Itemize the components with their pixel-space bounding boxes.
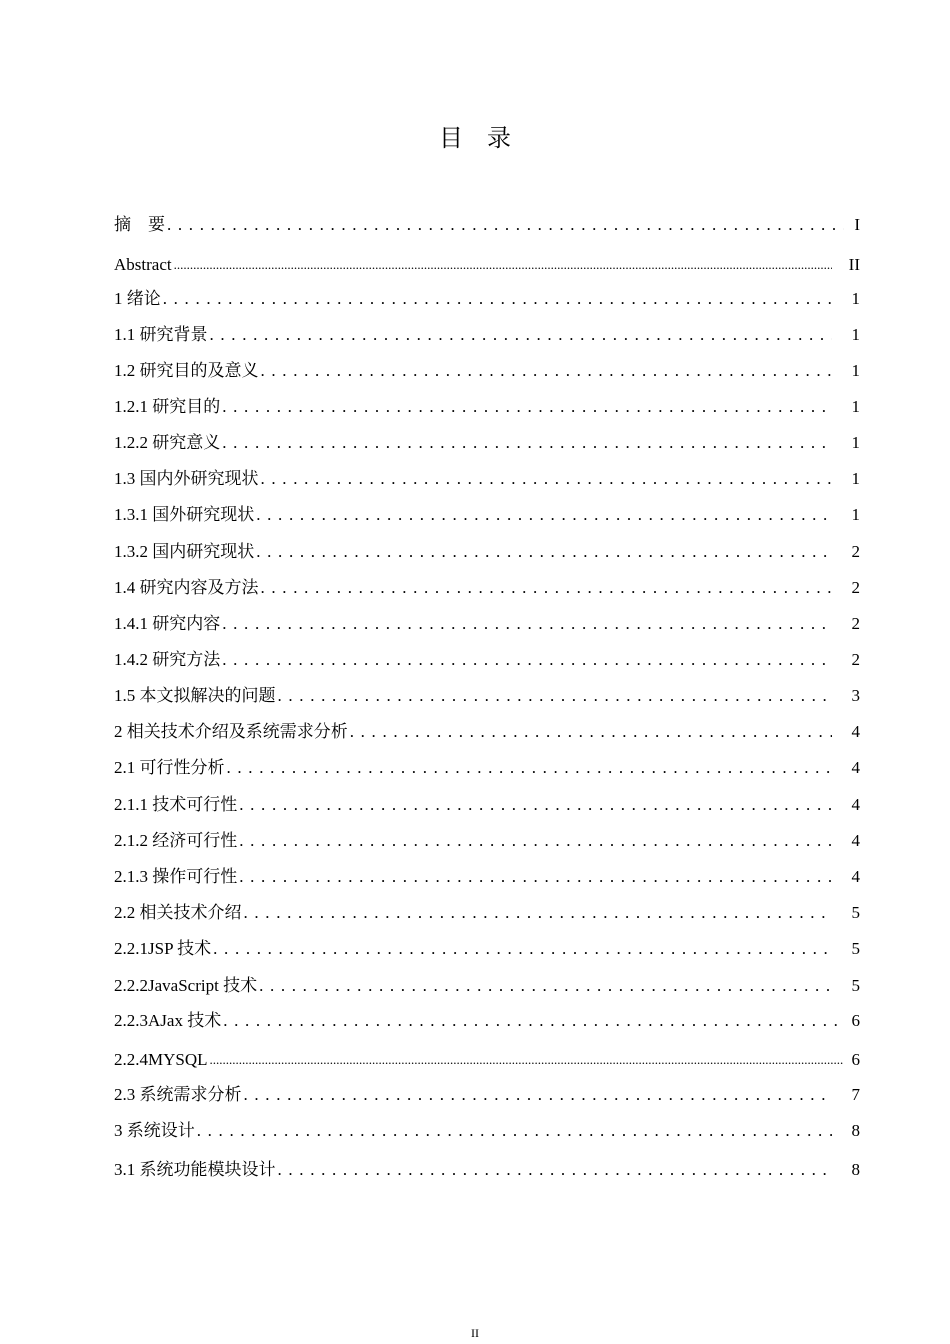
toc-entry[interactable]	[114, 830, 860, 852]
toc-label: 1.3.1 国外研究现状	[114, 505, 255, 524]
toc-label: 1.2 研究目的及意义	[114, 361, 259, 380]
toc-page-number: 1	[851, 469, 860, 488]
toc-leader-dots	[167, 214, 844, 236]
toc-label: 1.3.2 国内研究现状	[114, 542, 255, 561]
toc-page-number: 4	[851, 867, 860, 886]
toc-page-number: 4	[851, 831, 860, 850]
toc-page-number: 2	[851, 578, 860, 597]
toc-page-number: 6	[851, 1050, 860, 1069]
toc-page-number: 1	[851, 361, 860, 380]
toc-leader-dots	[239, 866, 832, 888]
toc-label: 2 相关技术介绍及系统需求分析	[114, 722, 348, 741]
toc-label: Abstract	[114, 255, 172, 274]
toc-entry[interactable]	[114, 324, 860, 346]
toc-leader-dots	[197, 1120, 832, 1142]
toc-label: 2.2.3AJax 技术	[114, 1011, 222, 1030]
toc-entry[interactable]	[114, 757, 860, 779]
toc-entry[interactable]	[114, 1084, 860, 1106]
toc-leader-dots	[256, 504, 832, 526]
toc-page-number: 1	[851, 505, 860, 524]
toc-leader-dots	[261, 577, 833, 599]
toc-page-number: 8	[851, 1160, 860, 1179]
toc-leader-dots	[244, 1084, 833, 1106]
toc-label: 2.2 相关技术介绍	[114, 903, 242, 922]
toc-entry[interactable]	[114, 938, 860, 960]
toc-label: 1.4.2 研究方法	[114, 650, 221, 669]
toc-page-number: 2	[851, 650, 860, 669]
toc-entry[interactable]	[114, 975, 860, 997]
toc-leader-dots	[278, 685, 833, 707]
toc-page-number: 8	[851, 1121, 860, 1140]
toc-entry[interactable]	[114, 1159, 860, 1181]
toc-label: 1.4 研究内容及方法	[114, 578, 259, 597]
toc-label: 1.3 国内外研究现状	[114, 469, 259, 488]
toc-leader-dots	[210, 324, 833, 346]
toc-leader-dots	[222, 649, 832, 671]
toc-label: 1.5 本文拟解决的问题	[114, 686, 276, 705]
toc-leader-dots	[261, 468, 833, 490]
toc-page-number: 4	[851, 795, 860, 814]
toc-leader-dots	[223, 1010, 844, 1032]
toc-leader-dots	[213, 938, 832, 960]
toc-page-number: 1	[851, 433, 860, 452]
toc-leader-dots	[239, 794, 832, 816]
toc-label: 1.2.2 研究意义	[114, 433, 221, 452]
toc-entry-abstract-en[interactable]	[114, 254, 860, 276]
toc-label: 1.1 研究背景	[114, 325, 208, 344]
toc-page-number: 7	[851, 1085, 860, 1104]
toc-entry[interactable]	[114, 396, 860, 418]
toc-page-number: 5	[851, 939, 860, 958]
toc-page-number: 6	[851, 1011, 860, 1030]
toc-label: 2.2.1JSP 技术	[114, 939, 212, 958]
toc-entry[interactable]	[114, 902, 860, 924]
toc-entry[interactable]	[114, 468, 860, 490]
toc-entry[interactable]	[114, 794, 860, 816]
toc-entry[interactable]	[114, 613, 860, 635]
toc-entry[interactable]	[114, 1049, 860, 1071]
toc-label: 1.4.1 研究内容	[114, 614, 221, 633]
toc-label: 2.1.3 操作可行性	[114, 867, 238, 886]
toc-page-number: I	[854, 215, 860, 234]
toc-label: 2.3 系统需求分析	[114, 1085, 242, 1104]
toc-entry-abstract-cn[interactable]	[114, 214, 860, 236]
toc-page-number: 1	[851, 397, 860, 416]
toc-label: 2.2.2JavaScript 技术	[114, 976, 258, 995]
toc-leader-dots	[210, 1049, 844, 1071]
footer-page-number: II	[471, 1326, 479, 1340]
toc-leader-dots	[244, 902, 833, 924]
toc-leader-dots	[222, 396, 832, 418]
toc-leader-dots	[174, 254, 832, 276]
toc-leader-dots	[261, 360, 833, 382]
toc-page-number: 4	[851, 722, 860, 741]
toc-entry[interactable]	[114, 1010, 860, 1032]
toc-entry[interactable]	[114, 432, 860, 454]
toc-page-number: 5	[851, 976, 860, 995]
toc-label: 2.1.1 技术可行性	[114, 795, 238, 814]
toc-label: 2.1 可行性分析	[114, 758, 225, 777]
toc-page-number: 1	[851, 325, 860, 344]
toc-entry[interactable]	[114, 504, 860, 526]
toc-leader-dots	[350, 721, 832, 743]
toc-leader-dots	[163, 288, 832, 310]
toc-page-number: 5	[851, 903, 860, 922]
toc-leader-dots	[222, 613, 832, 635]
toc-entry[interactable]	[114, 577, 860, 599]
toc-label: 3.1 系统功能模块设计	[114, 1160, 276, 1179]
toc-page-number: 4	[851, 758, 860, 777]
toc-leader-dots	[227, 757, 833, 779]
toc-page-number: II	[848, 255, 860, 274]
toc-leader-dots	[239, 830, 832, 852]
toc-entry[interactable]	[114, 685, 860, 707]
toc-page-number: 2	[851, 614, 860, 633]
toc-label: 3 系统设计	[114, 1121, 195, 1140]
toc-entry[interactable]	[114, 360, 860, 382]
toc-leader-dots	[256, 541, 832, 563]
toc-label: 摘 要	[114, 215, 165, 234]
toc-page-number: 2	[851, 542, 860, 561]
toc-label: 1 绪论	[114, 289, 161, 308]
toc-leader-dots	[259, 975, 832, 997]
toc-leader-dots	[278, 1159, 833, 1181]
toc-entry[interactable]	[114, 866, 860, 888]
toc-leader-dots	[222, 432, 832, 454]
toc-entry[interactable]	[114, 721, 860, 743]
toc-label: 2.2.4MYSQL	[114, 1050, 208, 1069]
page-title: 目 录	[439, 124, 511, 152]
toc-entry[interactable]	[114, 541, 860, 563]
toc-page-number: 3	[851, 686, 860, 705]
toc-entry[interactable]	[114, 649, 860, 671]
toc-page-number: 1	[851, 289, 860, 308]
toc-entry[interactable]	[114, 288, 860, 310]
toc-entry[interactable]	[114, 1120, 860, 1142]
toc-label: 2.1.2 经济可行性	[114, 831, 238, 850]
toc-label: 1.2.1 研究目的	[114, 397, 221, 416]
